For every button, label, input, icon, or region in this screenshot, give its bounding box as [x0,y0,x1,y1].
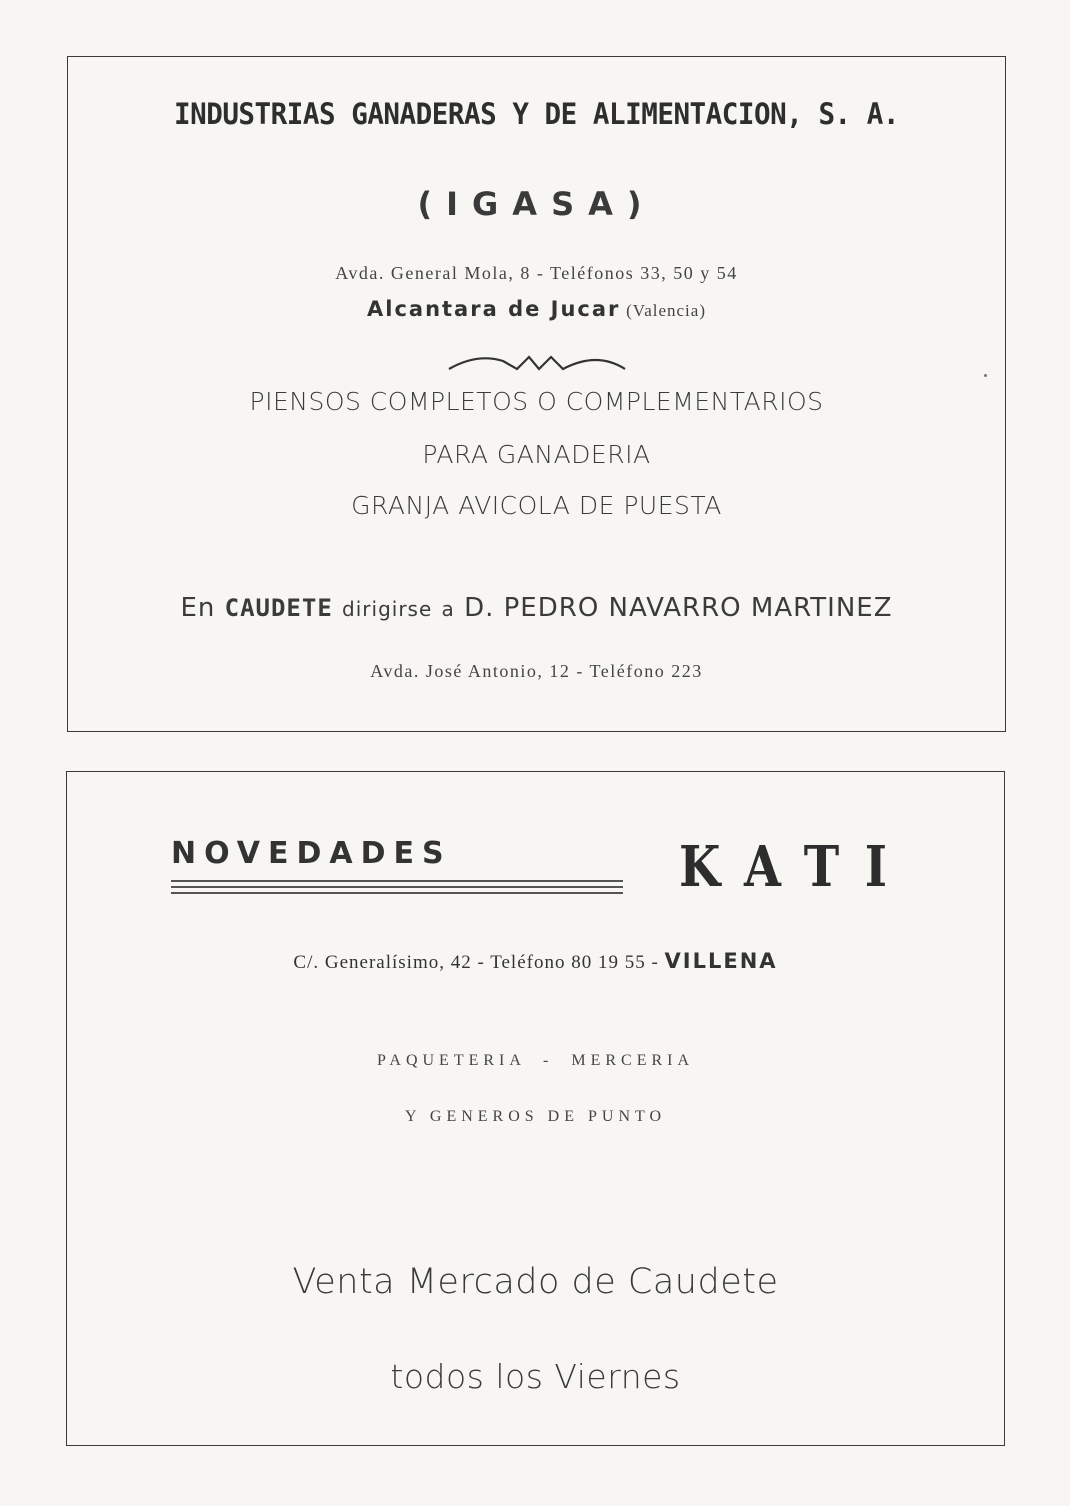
market-sale: Venta Mercado de Caudete [292,1262,779,1302]
company-region: (Valencia) [626,301,706,320]
print-speck [984,374,987,377]
company-acronym: (IGASA) [417,185,656,223]
contact-name: D. PEDRO NAVARRO MARTINEZ [464,593,893,623]
contact-dirigirse: dirigirse [342,597,433,621]
kati-advertisement [66,771,1005,1446]
contact-town: CAUDETE [224,594,333,622]
products-line-2: Y GENEROS DE PUNTO [404,1108,667,1125]
shop-city: VILLENA [664,949,778,973]
contact-a: a [441,597,455,621]
igasa-advertisement [67,56,1006,732]
product-line-3: GRANJA AVICOLA DE PUESTA [351,491,722,520]
contact-line [68,593,1005,623]
shop-address-line [67,949,1004,974]
contact-address: Avda. José Antonio, 12 - Teléfono 223 [370,661,703,681]
contact-en: En [180,593,216,623]
company-address: Avda. General Mola, 8 - Teléfonos 33, 50 y 54 [335,263,738,283]
company-town-line [68,297,1005,321]
product-line-2: PARA GANADERIA [422,440,651,469]
product-line-1: PIENSOS COMPLETOS O COMPLEMENTARIOS [249,387,824,416]
brand-kati: KATI [679,834,913,900]
company-name: INDUSTRIAS GANADERAS Y DE ALIMENTACION, S. A. [173,97,900,131]
underline-rules [171,880,623,898]
shop-address: C/. Generalísimo, 42 - Teléfono 80 19 55 - [293,952,659,973]
wave-ornament-icon [68,345,1005,377]
company-town: Alcantara de Jucar [367,297,621,321]
products-line-1: PAQUETERIA - MERCERIA [376,1052,695,1069]
market-days: todos los Viernes [390,1357,681,1396]
brand-novedades: NOVEDADES [171,836,452,871]
